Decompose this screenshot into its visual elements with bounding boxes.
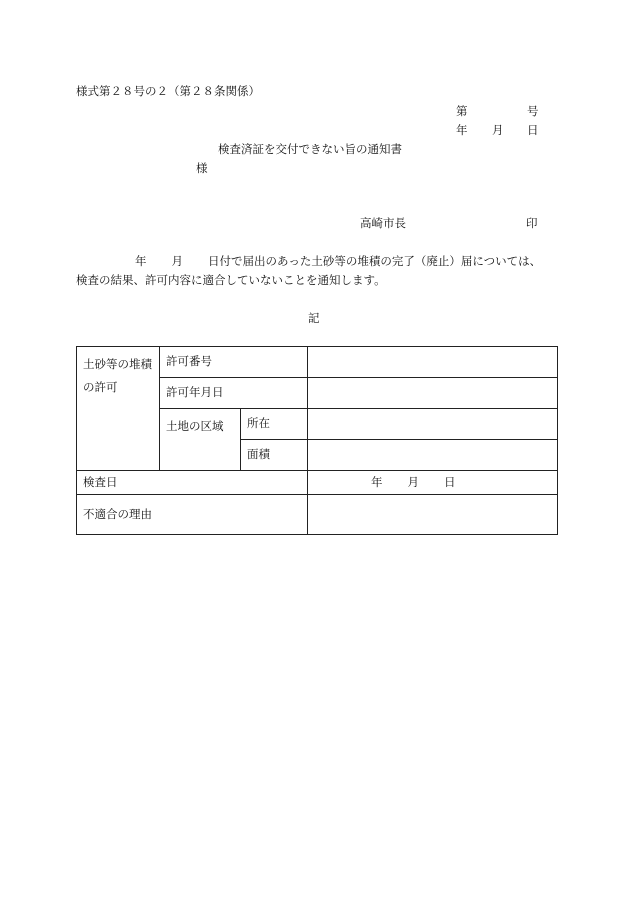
inspection-year: 年 bbox=[371, 474, 383, 489]
document-title: 検査済証を交付できない旨の通知書 bbox=[218, 142, 402, 156]
permit-date-value bbox=[308, 378, 558, 409]
permit-label-line-2: の許可 bbox=[83, 380, 118, 394]
land-area-label: 土地の区域 bbox=[160, 409, 241, 471]
document-number-prefix: 第 bbox=[456, 104, 468, 118]
document-number-suffix: 号 bbox=[527, 104, 539, 118]
area-label: 面積 bbox=[241, 440, 308, 471]
body-line-1 bbox=[76, 256, 541, 268]
area-value bbox=[308, 440, 558, 471]
inspection-day: 日 bbox=[444, 474, 456, 489]
date-month-label: 月 bbox=[492, 123, 504, 137]
issuer-name: 高崎市長 bbox=[360, 216, 406, 230]
nonconformity-reason-label: 不適合の理由 bbox=[77, 495, 308, 535]
permit-section-label bbox=[77, 347, 160, 471]
inspection-date-label: 検査日 bbox=[77, 471, 308, 495]
permit-date-label: 許可年月日 bbox=[160, 378, 308, 409]
inspection-date-value bbox=[308, 471, 558, 495]
location-value bbox=[308, 409, 558, 440]
permit-number-label: 許可番号 bbox=[160, 347, 308, 378]
permit-details-table bbox=[76, 346, 558, 535]
inspection-month: 月 bbox=[407, 474, 419, 489]
seal-mark: 印 bbox=[526, 216, 538, 230]
body-line-1-rest: 日付で届出のあった土砂等の堆積の完了（廃止）届については、 bbox=[208, 254, 542, 268]
body-line-2: 検査の結果、許可内容に適合していないことを通知します。 bbox=[76, 273, 386, 287]
permit-label-line-1: 土砂等の堆積 bbox=[83, 357, 152, 371]
nonconformity-reason-value bbox=[308, 495, 558, 535]
permit-number-value bbox=[308, 347, 558, 378]
date-year-label: 年 bbox=[456, 123, 468, 137]
location-label: 所在 bbox=[241, 409, 308, 440]
date-day-label: 日 bbox=[527, 123, 539, 137]
body-year: 年 bbox=[135, 254, 147, 268]
addressee-suffix: 様 bbox=[196, 161, 208, 175]
form-number: 様式第２８号の２（第２８条関係） bbox=[76, 84, 260, 98]
ki-heading: 記 bbox=[308, 311, 320, 325]
body-month: 月 bbox=[171, 254, 183, 268]
